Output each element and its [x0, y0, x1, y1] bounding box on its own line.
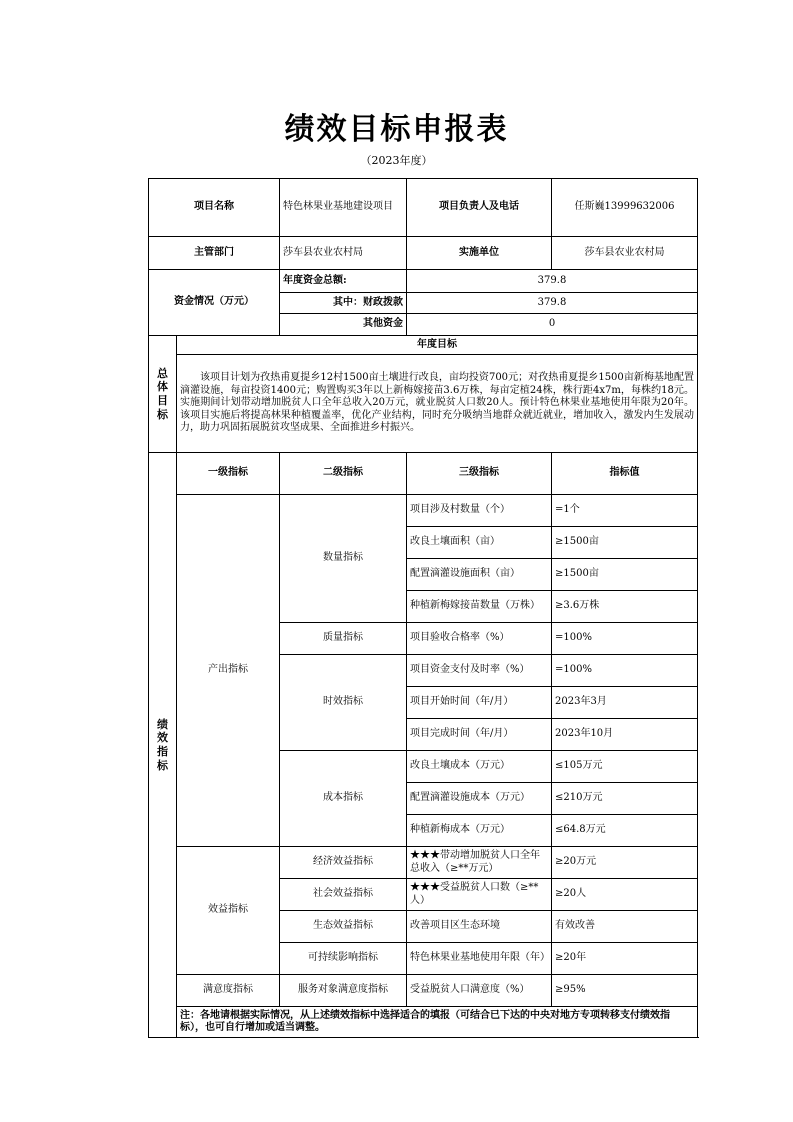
ecological-benefit-label: 生态效益指标: [280, 911, 407, 943]
performance-indicator-label: 绩效指标: [149, 453, 177, 1038]
funds-total-label: 年度资金总额:: [280, 270, 407, 293]
indicator-header-row: [149, 453, 698, 495]
indicator-name: 受益脱贫人口满意度（%）: [407, 975, 552, 1007]
dept-label: 主管部门: [149, 237, 280, 270]
benefit-indicator-label: 效益指标: [177, 847, 280, 975]
note-row: [149, 1007, 698, 1038]
funds-total-value: 379.8: [407, 270, 698, 293]
indicator-value: =100%: [552, 623, 698, 655]
social-benefit-label: 社会效益指标: [280, 879, 407, 911]
value-header: 指标值: [552, 453, 698, 495]
project-contact-value: 任斯巍13999632006: [552, 179, 698, 237]
indicator-value: ≥1500亩: [552, 559, 698, 591]
indicator-name: 配置滴灌设施成本（万元）: [407, 783, 552, 815]
indicator-name: 项目涉及村数量（个）: [407, 495, 552, 527]
indicator-value: 有效改善: [552, 911, 698, 943]
indicator-name: 改良土壤面积（亩）: [407, 527, 552, 559]
overall-goal-label: 总体目标: [149, 336, 177, 453]
indicator-name: ★★★带动增加脱贫人口全年总收入（≥**万元）: [407, 847, 552, 879]
funds-other-label: 其他资金: [280, 314, 407, 336]
indicator-name: 项目完成时间（年/月）: [407, 719, 552, 751]
indicator-row: [149, 495, 698, 527]
timeliness-indicator-label: 时效指标: [280, 655, 407, 751]
output-indicator-label: 产出指标: [177, 495, 280, 847]
indicator-name: 改良土壤成本（万元）: [407, 751, 552, 783]
funds-total-row: [149, 270, 698, 293]
indicator-value: =1个: [552, 495, 698, 527]
satisfaction-indicator-label: 满意度指标: [177, 975, 280, 1007]
indicator-value: 2023年10月: [552, 719, 698, 751]
indicator-name: 种植新梅成本（万元）: [407, 815, 552, 847]
funds-other-value: 0: [407, 314, 698, 336]
project-name-label: 项目名称: [149, 179, 280, 237]
indicator-name: 项目资金支付及时率（%）: [407, 655, 552, 687]
dept-value: 莎车县农业农村局: [280, 237, 407, 270]
level2-header: 二级指标: [280, 453, 407, 495]
indicator-value: ≤64.8万元: [552, 815, 698, 847]
economic-benefit-label: 经济效益指标: [280, 847, 407, 879]
goal-text-row: [149, 355, 698, 453]
indicator-value: ≥20人: [552, 879, 698, 911]
performance-goal-table: [148, 178, 698, 1038]
indicator-value: ≥1500亩: [552, 527, 698, 559]
indicator-row: [149, 975, 698, 1007]
goal-header-row: [149, 336, 698, 355]
indicator-value: ≥20年: [552, 943, 698, 975]
indicator-value: ≤105万元: [552, 751, 698, 783]
form-title: 绩效目标申报表: [284, 112, 509, 147]
quality-indicator-label: 质量指标: [280, 623, 407, 655]
indicator-name: 配置滴灌设施面积（亩）: [407, 559, 552, 591]
impl-unit-value: 莎车县农业农村局: [552, 237, 698, 270]
quantity-indicator-label: 数量指标: [280, 495, 407, 623]
funds-finance-value: 379.8: [407, 293, 698, 314]
department-row: [149, 237, 698, 270]
indicator-value: ≥3.6万株: [552, 591, 698, 623]
funds-finance-label: 其中：财政拨款: [280, 293, 407, 314]
indicator-name: 项目验收合格率（%）: [407, 623, 552, 655]
indicator-name: 特色林果业基地使用年限（年）: [407, 943, 552, 975]
indicator-value: 2023年3月: [552, 687, 698, 719]
annual-goal-header: 年度目标: [177, 336, 698, 355]
service-satisfaction-label: 服务对象满意度指标: [280, 975, 407, 1007]
project-name-row: [149, 179, 698, 237]
project-name-value: 特色林果业基地建设项目: [280, 179, 407, 237]
indicator-value: ≤210万元: [552, 783, 698, 815]
indicator-value: =100%: [552, 655, 698, 687]
indicator-name: 改善项目区生态环境: [407, 911, 552, 943]
cost-indicator-label: 成本指标: [280, 751, 407, 847]
form-note: 注：各地请根据实际情况，从上述绩效指标中选择适合的填报（可结合已下达的中央对地方专项转移支付绩效指标），也可自行增加或适当调整。: [177, 1007, 698, 1038]
indicator-row: [149, 847, 698, 879]
annual-goal-text: 该项目计划为孜热甫夏提乡12村1500亩土壤进行改良，亩均投资700元；对孜热甫夏提乡1500亩新梅基地配置滴灌设施，每亩投资1400元；购置购买3年以上新梅嫁接苗3.6万株，每亩定植24株，株行距4x7m，每株约18元。实施期间计划带动增加脱贫人口全年总收入20万元，就业脱贫人口数20人。预计特色林果业基地使用年限为20年。该项目实施后将提高林果种植覆盖率，优化产业结构，同时充分吸纳当地群众就近就业，增加收入，激发内生发展动力，助力巩固拓展脱贫攻坚成果、全面推进乡村振兴。: [177, 355, 698, 453]
impl-unit-label: 实施单位: [407, 237, 552, 270]
funds-label: 资金情况（万元）: [149, 270, 280, 336]
indicator-name: ★★★受益脱贫人口数（≥**人）: [407, 879, 552, 911]
level1-header: 一级指标: [177, 453, 280, 495]
form-year: （2023年度）: [360, 154, 433, 167]
project-contact-label: 项目负责人及电话: [407, 179, 552, 237]
indicator-name: 种植新梅嫁接苗数量（万株）: [407, 591, 552, 623]
indicator-value: ≥95%: [552, 975, 698, 1007]
level3-header: 三级指标: [407, 453, 552, 495]
indicator-value: ≥20万元: [552, 847, 698, 879]
indicator-name: 项目开始时间（年/月）: [407, 687, 552, 719]
sustainable-impact-label: 可持续影响指标: [280, 943, 407, 975]
